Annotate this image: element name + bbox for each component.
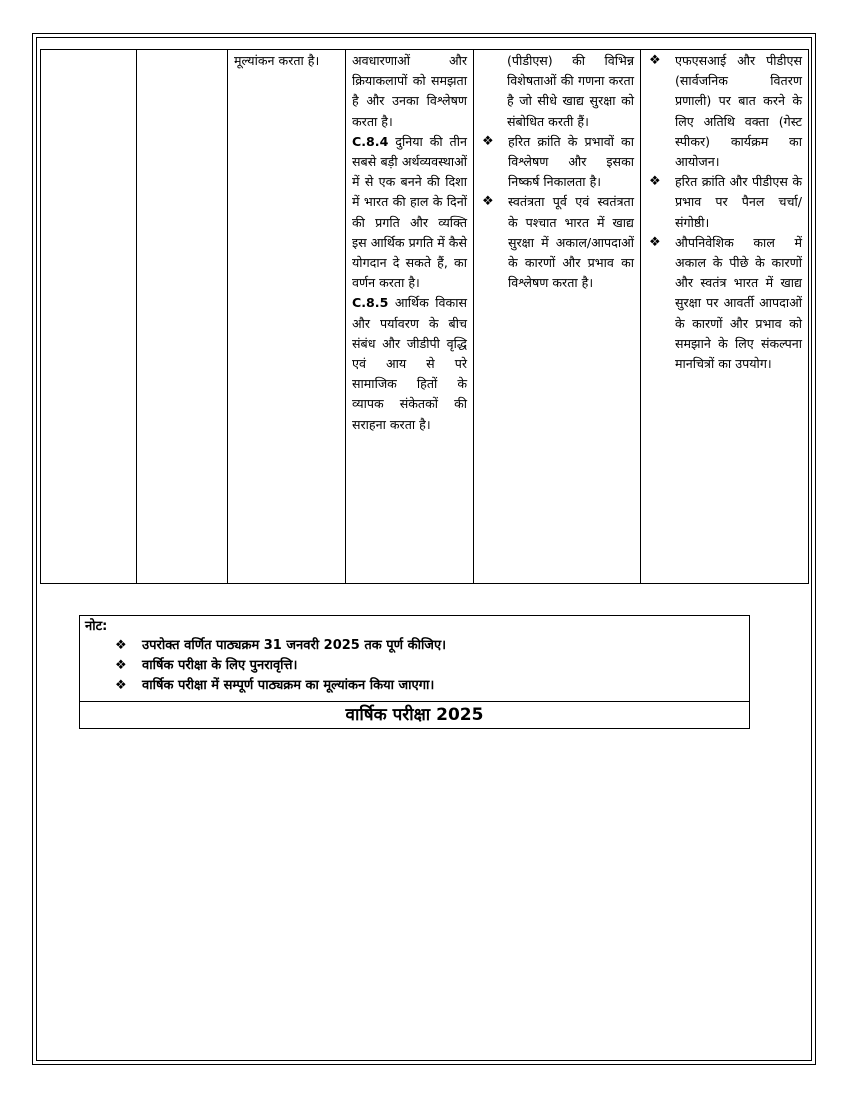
table-cell-competencies bbox=[474, 50, 641, 584]
diamond-bullet-icon: ❖ bbox=[115, 638, 127, 653]
competency-text: स्वतंत्रता पूर्व एवं स्वतंत्रता के पश्चात भारत में खाद्य सुरक्षा में अकाल/आपदाओं के कारणों और प्रभाव का विश्लेषण करता है। bbox=[508, 194, 634, 291]
list-item bbox=[647, 233, 802, 374]
learning-outcome-intro: अवधारणाओं और क्रियाकलापों को समझता है और उनका विश्लेषण करता है। bbox=[352, 53, 467, 129]
note-text: उपरोक्त वर्णित पाठ्यक्रम 31 जनवरी 2025 तक पूर्ण कीजिए। bbox=[142, 638, 447, 653]
diamond-bullet-icon: ❖ bbox=[649, 53, 661, 68]
list-item bbox=[85, 636, 744, 656]
outcome-code: C.8.4 bbox=[352, 133, 389, 149]
note-box bbox=[79, 615, 750, 702]
table-cell-empty-2 bbox=[137, 50, 228, 584]
note-text: वार्षिक परीक्षा में सम्पूर्ण पाठ्यक्रम का मूल्यांकन किया जाएगा। bbox=[142, 678, 435, 693]
table-cell-learning-outcomes bbox=[346, 50, 474, 584]
assessment-text: मूल्यांकन करता है। bbox=[234, 53, 320, 68]
table-cell-activities bbox=[641, 50, 809, 584]
diamond-bullet-icon: ❖ bbox=[649, 174, 661, 190]
list-item bbox=[480, 192, 634, 293]
annual-exam-heading: वार्षिक परीक्षा 2025 bbox=[79, 701, 750, 729]
note-text: वार्षिक परीक्षा के लिए पुनरावृत्ति। bbox=[142, 658, 298, 673]
competency-text: हरित क्रांति के प्रभावों का विश्लेषण और इसका निष्कर्ष निकालता है। bbox=[508, 133, 634, 190]
curriculum-table bbox=[40, 49, 809, 584]
activity-text: औपनिवेशिक काल में अकाल के पीछे के कारणों और स्वतंत्र भारत में खाद्य सुरक्षा पर आवर्ती आपदाओं के कारणों और प्रभाव को समझाने के लिए संकल्पना मानचित्रों का उपयोग। bbox=[675, 234, 802, 372]
diamond-bullet-icon: ❖ bbox=[115, 678, 127, 693]
list-item bbox=[85, 676, 744, 696]
list-item bbox=[85, 656, 744, 676]
table-cell-empty-1 bbox=[41, 50, 137, 584]
diamond-bullet-icon: ❖ bbox=[649, 234, 661, 250]
outcome-text: दुनिया की तीन सबसे बड़ी अर्थव्यवस्थाओं में से एक बनने की दिशा में भारत की हाल के दिनों की प्रगति और व्यक्ति इस आर्थिक प्रगति में कैसे योगदान दे सकते हैं, का वर्णन करता है। bbox=[352, 133, 467, 291]
outcome-text: आर्थिक विकास और पर्यावरण के बीच संबंध और जीडीपी वृद्धि एवं आय से परे सामाजिक हितों के व्यापक संकेतकों की सराहना करता है। bbox=[352, 295, 467, 432]
note-title: नोट: bbox=[85, 619, 108, 634]
learning-outcome-item bbox=[352, 132, 467, 294]
note-list bbox=[85, 636, 744, 696]
competency-intro: (पीडीएस) की विभिन्न विशेषताओं की गणना करता है जो सीधे खाद्य सुरक्षा को संबोधित करती हैं। bbox=[507, 53, 634, 129]
table-row bbox=[41, 50, 809, 584]
list-item bbox=[647, 51, 802, 172]
diamond-bullet-icon: ❖ bbox=[482, 194, 494, 210]
activity-text: हरित क्रांति और पीडीएस के प्रभाव पर पैनल चर्चा/संगोष्ठी। bbox=[675, 174, 802, 230]
activity-list bbox=[647, 51, 802, 374]
diamond-bullet-icon: ❖ bbox=[115, 658, 127, 673]
learning-outcome-item bbox=[352, 293, 467, 434]
competency-list bbox=[480, 132, 634, 294]
table-cell-assessment bbox=[228, 50, 346, 584]
list-item bbox=[480, 132, 634, 193]
activity-text: एफएसआई और पीडीएस (सार्वजनिक वितरण प्रणाली) पर बात करने के लिए अतिथि वक्ता (गेस्ट स्पीकर) कार्यक्रम का आयोजन। bbox=[675, 53, 802, 170]
list-item bbox=[647, 172, 802, 233]
diamond-bullet-icon: ❖ bbox=[482, 133, 494, 149]
outcome-code: C.8.5 bbox=[352, 295, 389, 311]
